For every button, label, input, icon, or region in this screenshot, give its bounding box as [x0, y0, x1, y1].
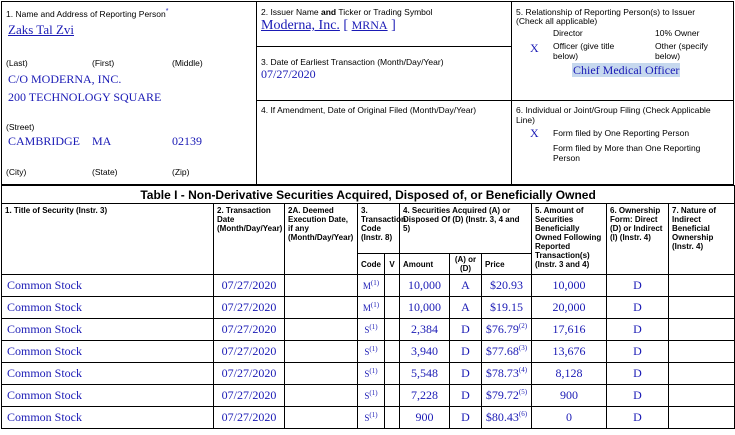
- security-cell: [2, 363, 214, 385]
- city-value: CAMBRIDGE: [8, 134, 81, 148]
- a-or-d-cell: [450, 363, 482, 385]
- a-or-d-cell: [450, 319, 482, 341]
- deemed-date-cell: [285, 297, 358, 319]
- owned-cell-value: 20,000: [552, 300, 586, 314]
- a-or-d-cell-value: A: [461, 300, 470, 314]
- ownership-form-cell: [607, 275, 669, 297]
- transaction-date-cell-value: 07/27/2020: [221, 410, 277, 424]
- footnote-ref[interactable]: (5): [518, 388, 528, 396]
- transaction-date-cell-value: 07/27/2020: [221, 300, 277, 314]
- more-person-label: Form filed by More than One Reporting Person: [553, 143, 701, 163]
- price-cell-value: $76.79: [485, 322, 519, 336]
- one-person-label: Form filed by One Reporting Person: [553, 128, 690, 138]
- ownership-form-cell-value: D: [633, 366, 642, 380]
- one-person-checkmark: X: [530, 126, 539, 140]
- owned-cell: [532, 319, 607, 341]
- footnote-ref[interactable]: (6): [518, 410, 528, 418]
- amount-cell-value: 5,548: [411, 366, 438, 380]
- owned-cell: [532, 341, 607, 363]
- security-cell-value: Common Stock: [7, 366, 83, 380]
- subheader-price: Price: [482, 254, 532, 275]
- security-cell: [2, 341, 214, 363]
- ownership-form-cell: [607, 407, 669, 429]
- amount-cell: [400, 385, 450, 407]
- owned-cell: [532, 385, 607, 407]
- owned-cell-value: 900: [560, 388, 578, 402]
- ownership-form-cell-value: D: [633, 410, 642, 424]
- v-cell: [385, 407, 400, 429]
- subheader-v: V: [385, 254, 400, 275]
- transaction-date-cell: [214, 319, 285, 341]
- security-cell: [2, 275, 214, 297]
- nature-cell: [669, 341, 735, 363]
- ticker-link[interactable]: MRNA: [351, 18, 388, 32]
- col-header-date: 2. Transaction Date (Month/Day/Year): [214, 204, 285, 275]
- security-cell: [2, 407, 214, 429]
- box5-sub: (Check all applicable): [516, 16, 598, 26]
- transaction-date-cell: [214, 341, 285, 363]
- box2-label-post: Ticker or Trading Symbol: [336, 7, 433, 17]
- divider-col2: [511, 1, 512, 185]
- price-cell: [482, 341, 532, 363]
- nature-cell: [669, 407, 735, 429]
- footnote-ref[interactable]: (3): [518, 344, 528, 352]
- box4-label: 4. If Amendment, Date of Original Filed (Month/Day/Year): [261, 105, 477, 115]
- security-cell-value: Common Stock: [7, 322, 83, 336]
- first-label: (First): [92, 58, 115, 68]
- transaction-date-cell-value: 07/27/2020: [221, 366, 277, 380]
- subheader-amount: Amount: [400, 254, 450, 275]
- col-header-code: 3. Transaction Code (Instr. 8): [358, 204, 400, 254]
- price-cell-value: $20.93: [490, 278, 523, 292]
- ticker-open: [: [343, 18, 352, 33]
- code-cell-value: M: [362, 280, 371, 291]
- transaction-date-cell: [214, 385, 285, 407]
- amount-cell-value: 10,000: [408, 278, 441, 292]
- amount-cell-value: 10,000: [408, 300, 441, 314]
- table-row: [2, 363, 735, 385]
- col-header-amount-owned: 5. Amount of Securities Beneficially Owned Following Reported Transaction(s) (Instr. 3 and 4): [532, 204, 607, 275]
- ownership-form-cell-value: D: [633, 388, 642, 402]
- table-row: [2, 407, 735, 429]
- ownership-form-cell-value: D: [633, 278, 642, 292]
- amount-cell: [400, 363, 450, 385]
- v-cell: [385, 385, 400, 407]
- ownership-form-cell: [607, 297, 669, 319]
- director-label: Director: [553, 28, 583, 38]
- v-cell: [385, 275, 400, 297]
- col-header-title: 1. Title of Security (Instr. 3): [2, 204, 214, 275]
- col-header-ownership-form: 6. Ownership Form: Direct (D) or Indirect (I) (Instr. 4): [607, 204, 669, 275]
- transaction-date-cell-value: 07/27/2020: [221, 322, 277, 336]
- price-cell: [482, 275, 532, 297]
- deemed-date-cell: [285, 275, 358, 297]
- issuer-line: [261, 17, 396, 34]
- box5-label: 5. Relationship of Reporting Person(s) to Issuer: [516, 7, 696, 17]
- code-cell-value: S: [364, 324, 370, 335]
- owned-cell-value: 0: [566, 410, 572, 424]
- table-body: [2, 275, 735, 429]
- amount-cell: [400, 319, 450, 341]
- owned-cell-value: 13,676: [552, 344, 586, 358]
- a-or-d-cell: [450, 341, 482, 363]
- officer-label: Officer (give title below): [553, 41, 615, 61]
- footnote-ref[interactable]: (1): [370, 300, 380, 309]
- footnote-ref[interactable]: (4): [518, 366, 528, 374]
- transaction-date-cell: [214, 363, 285, 385]
- owned-cell-value: 10,000: [552, 278, 586, 292]
- deemed-date-cell: [285, 341, 358, 363]
- security-cell-value: Common Stock: [7, 410, 83, 424]
- deemed-date-cell: [285, 385, 358, 407]
- box2-label-and: and: [321, 7, 337, 17]
- ownership-form-cell: [607, 385, 669, 407]
- security-cell: [2, 319, 214, 341]
- owned-cell: [532, 275, 607, 297]
- amount-cell-value: 900: [415, 410, 434, 424]
- a-or-d-cell-value: D: [461, 344, 470, 358]
- amount-cell-value: 2,384: [411, 322, 438, 336]
- code-cell-value: M: [362, 302, 371, 313]
- a-or-d-cell-value: D: [461, 322, 470, 336]
- code-cell-value: S: [364, 346, 370, 357]
- zip-label: (Zip): [172, 167, 190, 177]
- code-cell-value: S: [364, 368, 370, 379]
- amount-cell: [400, 275, 450, 297]
- deemed-date-cell: [285, 407, 358, 429]
- address-line-2: 200 TECHNOLOGY SQUARE: [8, 90, 162, 104]
- a-or-d-cell: [450, 297, 482, 319]
- ticker-close: ]: [387, 18, 396, 33]
- security-cell-value: Common Stock: [7, 278, 83, 292]
- box1-asterisk: *: [165, 8, 169, 16]
- amount-cell: [400, 407, 450, 429]
- footnote-ref[interactable]: (2): [518, 322, 528, 330]
- footnote-ref[interactable]: (1): [369, 410, 378, 419]
- table-row: [2, 275, 735, 297]
- nature-cell: [669, 385, 735, 407]
- price-cell-value: $80.43: [485, 410, 519, 424]
- ownership-form-cell: [607, 319, 669, 341]
- earliest-transaction-date: 07/27/2020: [261, 67, 316, 81]
- transaction-date-cell-value: 07/27/2020: [221, 388, 277, 402]
- nature-cell: [669, 275, 735, 297]
- a-or-d-cell: [450, 275, 482, 297]
- owned-cell: [532, 407, 607, 429]
- transaction-date-cell-value: 07/27/2020: [221, 278, 277, 292]
- price-cell: [482, 407, 532, 429]
- box2-label: [261, 7, 433, 17]
- a-or-d-cell-value: A: [461, 278, 470, 292]
- code-cell-value: S: [364, 412, 370, 423]
- divider-box5-box6: [511, 100, 734, 101]
- nature-cell: [669, 297, 735, 319]
- box1-label-text: 1. Name and Address of Reporting Person: [6, 9, 166, 19]
- code-cell-value: S: [364, 390, 370, 401]
- footnote-ref[interactable]: (1): [369, 322, 378, 331]
- nature-cell: [669, 363, 735, 385]
- last-label: (Last): [6, 58, 28, 68]
- owned-cell: [532, 297, 607, 319]
- owned-cell-value: 8,128: [555, 366, 583, 380]
- state-value: MA: [92, 134, 112, 148]
- nature-cell: [669, 319, 735, 341]
- col-header-nature: 7. Nature of Indirect Beneficial Ownership (Instr. 4): [669, 204, 735, 275]
- city-label: (City): [6, 167, 27, 177]
- footnote-ref[interactable]: (1): [369, 344, 378, 353]
- footnote-ref[interactable]: (1): [369, 366, 378, 375]
- middle-label: (Middle): [172, 58, 203, 68]
- v-cell: [385, 319, 400, 341]
- officer-title: Chief Medical Officer: [573, 63, 680, 77]
- a-or-d-cell: [450, 385, 482, 407]
- price-cell-value: $77.68: [485, 344, 519, 358]
- ownership-form-cell-value: D: [633, 344, 642, 358]
- price-cell: [482, 297, 532, 319]
- price-cell: [482, 385, 532, 407]
- ownership-form-cell: [607, 363, 669, 385]
- divider-box2-box3: [256, 46, 512, 47]
- security-cell: [2, 385, 214, 407]
- owned-cell: [532, 363, 607, 385]
- v-cell: [385, 363, 400, 385]
- divider-col1: [256, 1, 257, 185]
- col-header-deemed: 2A. Deemed Execution Date, if any (Month/Day/Year): [285, 204, 358, 275]
- box2-label-pre: 2. Issuer Name: [261, 7, 321, 17]
- ownership-form-cell-value: D: [633, 300, 642, 314]
- transaction-date-cell: [214, 407, 285, 429]
- zip-value: 02139: [172, 134, 202, 148]
- deemed-date-cell: [285, 319, 358, 341]
- address-line-1: C/O MODERNA, INC.: [8, 72, 122, 86]
- box6-label: 6. Individual or Joint/Group Filing (Check Applicable Line): [516, 105, 711, 125]
- subheader-a-or-d: (A) or (D): [450, 254, 482, 275]
- price-cell: [482, 319, 532, 341]
- footnote-ref[interactable]: (1): [369, 388, 378, 397]
- code-cell: [358, 297, 385, 319]
- v-cell: [385, 297, 400, 319]
- table-row: [2, 319, 735, 341]
- divider-box3-box4: [256, 100, 512, 101]
- code-cell: [358, 275, 385, 297]
- owned-cell-value: 17,616: [552, 322, 586, 336]
- table-row: [2, 341, 735, 363]
- state-label: (State): [92, 167, 118, 177]
- box3-label: 3. Date of Earliest Transaction (Month/Day/Year): [261, 57, 444, 67]
- table-row: [2, 385, 735, 407]
- code-cell: [358, 319, 385, 341]
- amount-cell: [400, 341, 450, 363]
- issuer-name-link[interactable]: Moderna, Inc.: [261, 18, 340, 33]
- deemed-date-cell: [285, 363, 358, 385]
- street-label: (Street): [6, 122, 35, 132]
- security-cell-value: Common Stock: [7, 388, 83, 402]
- a-or-d-cell: [450, 407, 482, 429]
- table-non-derivative: [1, 185, 735, 429]
- table-row: [2, 297, 735, 319]
- subheader-code: Code: [358, 254, 385, 275]
- other-label: Other (specify below): [655, 41, 708, 61]
- code-cell: [358, 341, 385, 363]
- a-or-d-cell-value: D: [461, 366, 470, 380]
- amount-cell-value: 3,940: [411, 344, 438, 358]
- v-cell: [385, 341, 400, 363]
- officer-checkmark: X: [530, 41, 539, 55]
- col-header-securities: 4. Securities Acquired (A) or Disposed Of (D) (Instr. 3, 4 and 5): [400, 204, 532, 254]
- code-cell: [358, 407, 385, 429]
- a-or-d-cell-value: D: [461, 388, 470, 402]
- price-cell: [482, 363, 532, 385]
- ten-pct-owner-label: 10% Owner: [655, 28, 700, 38]
- transaction-date-cell: [214, 275, 285, 297]
- transaction-date-cell: [214, 297, 285, 319]
- transaction-date-cell-value: 07/27/2020: [221, 344, 277, 358]
- footnote-ref[interactable]: (1): [370, 278, 380, 287]
- amount-cell-value: 7,228: [411, 388, 438, 402]
- security-cell-value: Common Stock: [7, 300, 83, 314]
- box1-label: [6, 9, 168, 19]
- ownership-form-cell-value: D: [633, 322, 642, 336]
- price-cell-value: $78.73: [485, 366, 519, 380]
- ownership-form-cell: [607, 341, 669, 363]
- table-title: Table I - Non-Derivative Securities Acquired, Disposed of, or Beneficially Owned: [2, 186, 735, 204]
- price-cell-value: $79.72: [485, 388, 519, 402]
- reporting-person-name-link[interactable]: Zaks Tal Zvi: [8, 22, 75, 37]
- a-or-d-cell-value: D: [461, 410, 470, 424]
- security-cell: [2, 297, 214, 319]
- security-cell-value: Common Stock: [7, 344, 83, 358]
- code-cell: [358, 363, 385, 385]
- amount-cell: [400, 297, 450, 319]
- code-cell: [358, 385, 385, 407]
- price-cell-value: $19.15: [490, 300, 523, 314]
